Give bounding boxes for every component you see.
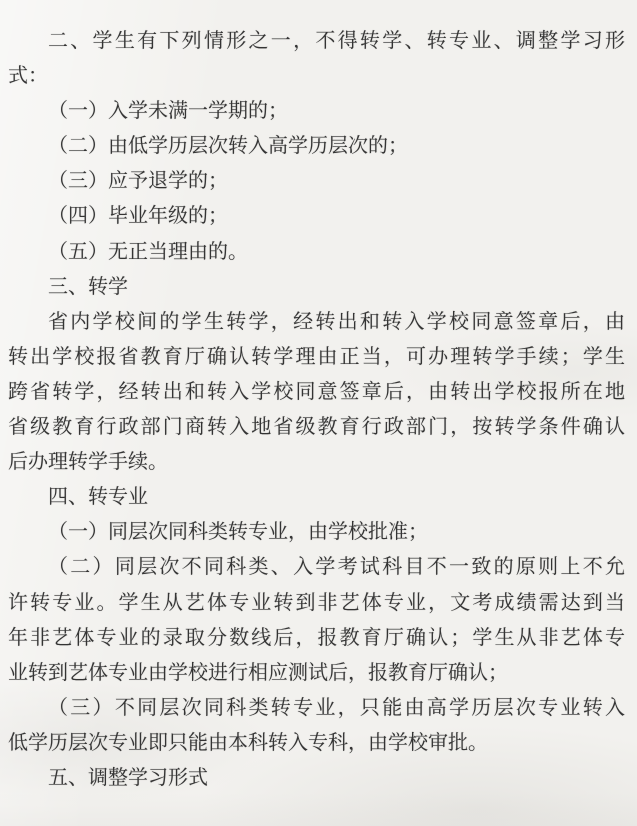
text-line-19: 业转到艺体专业由学校进行相应测试后，报教育厅确认；: [8, 661, 508, 684]
text-line-17: 许转专业。学生从艺体专业转到非艺体专业，文考成绩需达到当: [8, 591, 625, 614]
document-text-body: [8, 24, 625, 796]
text-line-6: （四）毕业年级的；: [48, 205, 228, 228]
text-line-1: 二、学生有下列情形之一，不得转学、转专业、调整学习形: [48, 30, 625, 52]
text-line-20: （三）不同层次同科类转专业，只能由高学历层次专业转入: [48, 696, 625, 719]
text-line-12: 省级教育行政部门商转入地省级教育行政部门，按转学条件确认: [8, 416, 625, 439]
text-line-2: 式：: [8, 65, 48, 88]
text-line-8: 三、转学: [48, 275, 128, 298]
text-line-3: （一）入学未满一学期的；: [48, 100, 288, 123]
text-line-13: 后办理转学手续。: [8, 451, 168, 474]
text-line-14: 四、转专业: [48, 486, 148, 509]
text-line-7: （五）无正当理由的。: [48, 240, 248, 263]
text-line-10: 转出学校报省教育厅确认转学理由正当，可办理转学手续；学生: [8, 345, 625, 368]
text-line-18: 年非艺体专业的录取分数线后，报教育厅确认；学生从非艺体专: [8, 626, 625, 649]
text-line-9: 省内学校间的学生转学，经转出和转入学校同意签章后，由: [48, 310, 625, 333]
text-line-16: （二）同层次不同科类、入学考试科目不一致的原则上不允: [48, 556, 625, 579]
text-line-21: 低学历层次专业即只能由本科转入专科，由学校审批。: [8, 731, 488, 754]
text-line-11: 跨省转学，经转出和转入学校同意签章后，由转出学校报所在地: [8, 380, 625, 403]
text-line-4: （二）由低学历层次转入高学历层次的；: [48, 135, 408, 158]
text-line-22: 五、调整学习形式: [48, 766, 208, 789]
text-line-5: （三）应予退学的；: [48, 170, 228, 193]
text-line-15: （一）同层次同科类转专业，由学校批准；: [48, 521, 428, 544]
